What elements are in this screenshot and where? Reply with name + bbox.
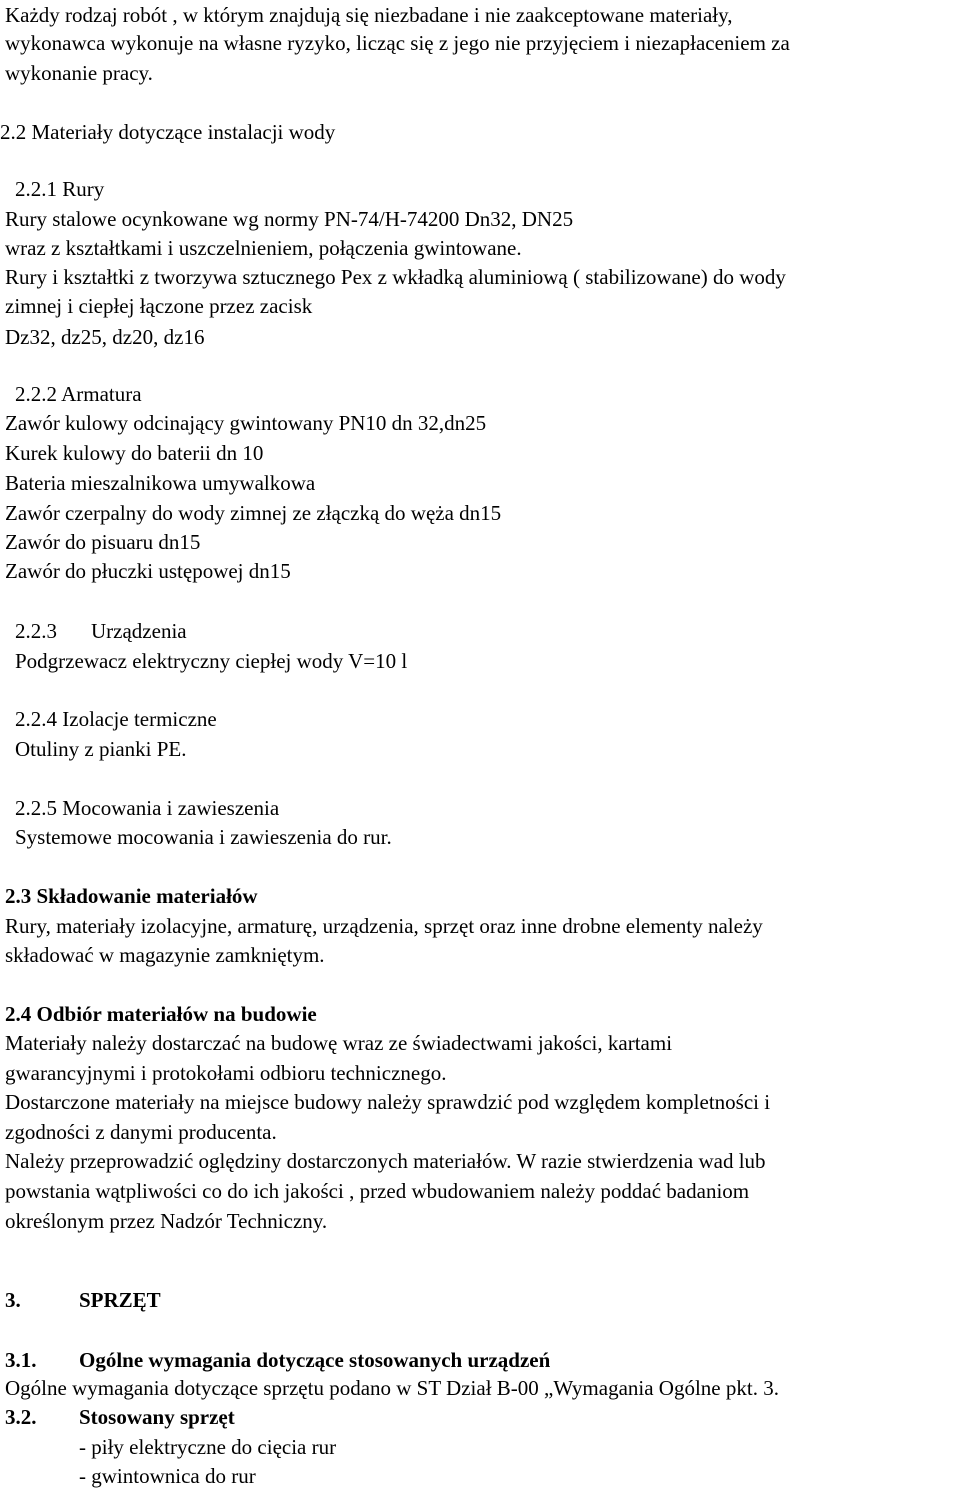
mounting-line: Systemowe mocowania i zawieszenia do rur. [15,825,392,849]
acceptance-line-6: powstania wątpliwości co do ich jakości , przed wbudowaniem należy poddać badaniom [5,1179,750,1203]
fittings-line-2: Kurek kulowy do baterii dn 10 [5,441,264,465]
equipment-item-2: - gwintownica do rur [79,1464,256,1488]
section-3-1-title: Ogólne wymagania dotyczące stosowanych urządzeń [79,1348,551,1372]
storage-line-2: składować w magazynie zamkniętym. [5,943,325,967]
acceptance-line-7: określonym przez Nadzór Techniczny. [5,1209,328,1233]
section-2-2-3-heading [15,616,187,646]
equipment-requirements-line: Ogólne wymagania dotyczące sprzętu podano w ST Dział B-00 „Wymagania Ogólne pkt. 3. [5,1376,779,1400]
section-2-2-1-heading: 2.2.1 Rury [15,177,105,201]
intro-line-1: Każdy rodzaj robót , w którym znajdują się niezbadane i nie zaakceptowane materiały, [5,3,733,27]
fittings-line-1: Zawór kulowy odcinający gwintowany PN10 dn 32,dn25 [5,411,487,435]
section-3-1-heading [5,1345,550,1375]
section-2-2-2-heading: 2.2.2 Armatura [15,382,142,406]
intro-line-3: wykonanie pracy. [5,61,153,85]
section-3-number: 3. [5,1288,21,1312]
section-3-title: SPRZĘT [79,1288,161,1312]
insulation-line: Otuliny z pianki PE. [15,737,187,761]
pipes-line-3: Rury i kształtki z tworzywa sztucznego Pex z wkładką aluminiową ( stabilizowane) do wody [5,265,786,289]
devices-line: Podgrzewacz elektryczny ciepłej wody V=10 l [15,649,408,673]
fittings-line-4: Zawór czerpalny do wody zimnej ze złączką do węża dn15 [5,501,502,525]
acceptance-line-5: Należy przeprowadzić oględziny dostarczonych materiałów. W razie stwierdzenia wad lub [5,1149,766,1173]
section-2-4-heading: 2.4 Odbiór materiałów na budowie [5,1002,317,1026]
section-2-2-5-heading: 2.2.5 Mocowania i zawieszenia [15,796,280,820]
pipes-line-1: Rury stalowe ocynkowane wg normy PN-74/H-74200 Dn32, DN25 [5,207,574,231]
section-2-2-3-title: Urządzenia [91,619,187,643]
pipes-line-2: wraz z kształtkami i uszczelnieniem, połączenia gwintowane. [5,236,522,260]
storage-line-1: Rury, materiały izolacyjne, armaturę, urządzenia, sprzęt oraz inne drobne elementy należy [5,914,763,938]
section-2-2-4-heading: 2.2.4 Izolacje termiczne [15,707,217,731]
acceptance-line-3: Dostarczone materiały na miejsce budowy należy sprawdzić pod względem kompletności i [5,1090,771,1114]
acceptance-line-2: gwarancyjnymi i protokołami odbioru technicznego. [5,1061,447,1085]
fittings-line-6: Zawór do płuczki ustępowej dn15 [5,559,291,583]
intro-line-2: wykonawca wykonuje na własne ryzyko, licząc się z jego nie przyjęciem i niezapłaceniem za [5,31,790,55]
pipes-line-4: zimnej i ciepłej łączone przez zacisk [5,294,313,318]
section-2-2-3-number: 2.2.3 [15,619,57,643]
pipes-line-5: Dz32, dz25, dz20, dz16 [5,325,205,349]
section-3-1-number: 3.1. [5,1348,37,1372]
acceptance-line-4: zgodności z danymi producenta. [5,1120,277,1144]
fittings-line-3: Bateria mieszalnikowa umywalkowa [5,471,316,495]
section-3-2-heading [5,1402,235,1432]
section-3-heading [5,1285,161,1315]
fittings-line-5: Zawór do pisuaru dn15 [5,530,201,554]
section-2-2-heading: 2.2 Materiały dotyczące instalacji wody [0,120,336,144]
section-3-2-number: 3.2. [5,1405,37,1429]
section-2-3-heading: 2.3 Składowanie materiałów [5,884,258,908]
equipment-item-1: - piły elektryczne do cięcia rur [79,1435,337,1459]
section-3-2-title: Stosowany sprzęt [79,1405,235,1429]
acceptance-line-1: Materiały należy dostarczać na budowę wraz ze świadectwami jakości, kartami [5,1031,673,1055]
